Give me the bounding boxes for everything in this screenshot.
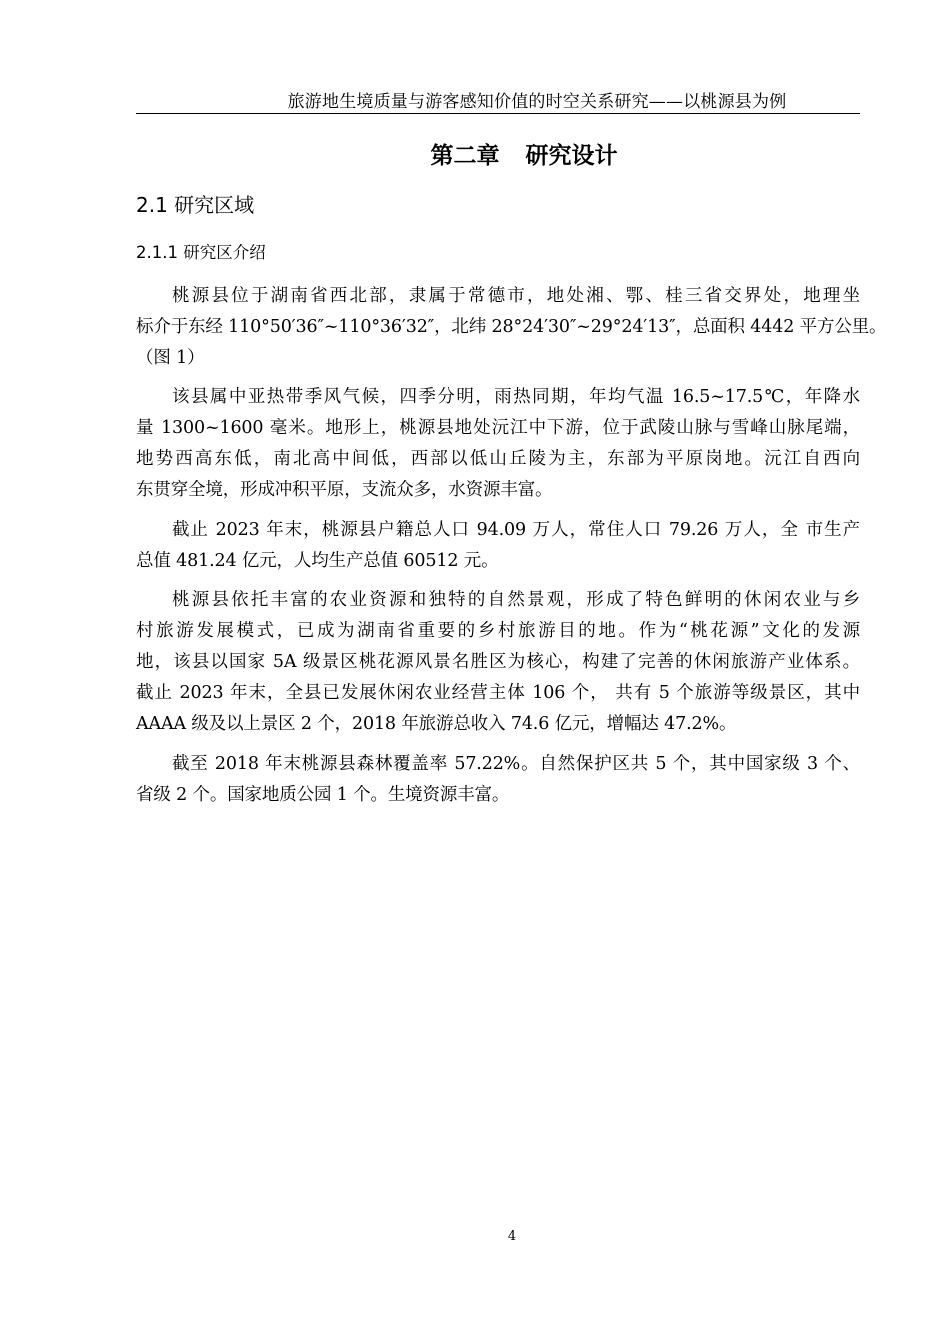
paragraph-location-line-3: （图 1） — [136, 348, 205, 368]
subsection-heading: 2.1.1 研究区介绍 — [136, 243, 266, 262]
paragraph-tourism-line-1: 桃源县依托丰富的农业资源和独特的自然景观，形成了特色鲜明的休闲农业与乡 — [172, 590, 860, 610]
header-rule — [136, 113, 860, 114]
section-heading: 2.1 研究区域 — [136, 193, 255, 217]
running-header: 旅游地生境质量与游客感知价值的时空关系研究——以桃源县为例 — [287, 92, 787, 112]
chapter-number: 第二章 — [430, 143, 500, 169]
chapter-name: 研究设计 — [525, 143, 618, 169]
paragraph-climate-line-4: 东贯穿全境，形成冲积平原，支流众多，水资源丰富。 — [136, 480, 553, 500]
paragraph-tourism-line-3: 地，该县以国家 5A 级景区桃花源风景名胜区为核心，构建了完善的休闲旅游产业体系。 — [136, 652, 860, 672]
paragraph-ecology-line-1: 截至 2018 年末桃源县森林覆盖率 57.22%。自然保护区共 5 个，其中国家级 3 个、 — [172, 754, 860, 774]
paragraph-population-line-2: 总值 481.24 亿元，人均生产总值 60512 元。 — [136, 551, 499, 571]
paragraph-tourism-line-4: 截止 2023 年末，全县已发展休闲农业经营主体 106 个， 共有 5 个旅游等级景区，其中 — [136, 683, 860, 703]
paragraph-ecology-line-2: 省级 2 个。国家地质公园 1 个。生境资源丰富。 — [136, 785, 510, 805]
paragraph-tourism-line-5: AAAA 级及以上景区 2 个，2018 年旅游总收入 74.6 亿元，增幅达 47.2%。 — [136, 714, 737, 734]
paragraph-location-line-1: 桃源县位于湖南省西北部，隶属于常德市，地处湘、鄂、桂三省交界处，地理坐 — [172, 286, 860, 306]
paragraph-location-line-2: 标介于东经 110°50′36″~110°36′32″，北纬 28°24′30″~29°24′13″，总面积 4442 平方公里。 — [136, 317, 887, 337]
chapter-title — [136, 140, 912, 172]
page-number: 4 — [507, 1229, 517, 1244]
paragraph-climate-line-3: 地势西高东低，南北高中间低，西部以低山丘陵为主，东部为平原岗地。沅江自西向 — [136, 449, 860, 469]
paragraph-population-line-1: 截止 2023 年末，桃源县户籍总人口 94.09 万人，常住人口 79.26 万人，全 市生产 — [172, 520, 860, 540]
paragraph-climate-line-2: 量 1300~1600 毫米。地形上，桃源县地处沅江中下游，位于武陵山脉与雪峰山脉尾端， — [136, 418, 860, 438]
paragraph-tourism-line-2: 村旅游发展模式，已成为湖南省重要的乡村旅游目的地。作为“桃花源”文化的发源 — [136, 621, 860, 641]
paragraph-climate-line-1: 该县属中亚热带季风气候，四季分明，雨热同期，年均气温 16.5~17.5℃，年降水 — [172, 387, 860, 407]
